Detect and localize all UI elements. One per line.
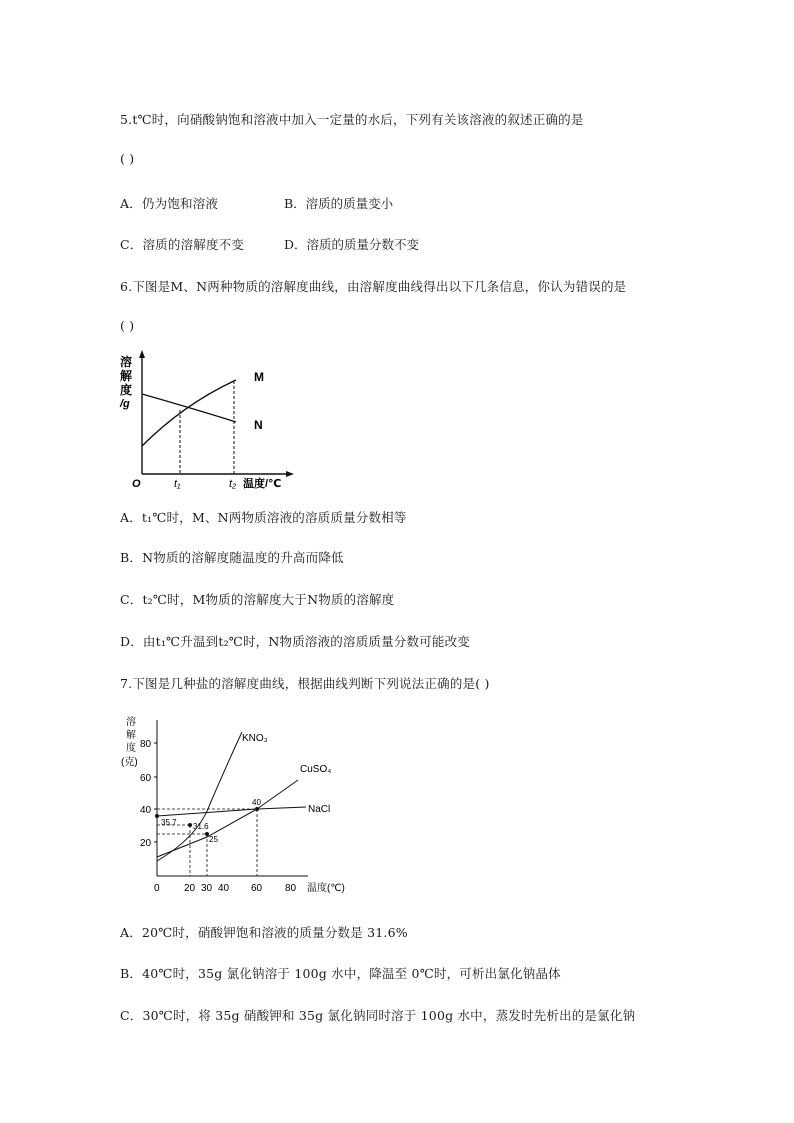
q7-point-label-25: 25 — [209, 835, 218, 844]
q7-point-40 — [255, 807, 259, 811]
q6-option-b: B．N物质的溶解度随温度的升高而降低 — [120, 550, 344, 565]
q6-option-c: C．t₂℃时，M物质的溶解度大于N物质的溶解度 — [120, 592, 395, 607]
q6-ylabel-2: 解 — [120, 369, 133, 383]
q7-ytick-label-80: 80 — [140, 739, 152, 750]
q7-xtick-label-0: 0 — [154, 883, 160, 894]
q6-label-n: N — [254, 418, 263, 432]
q7-xtick-label-20: 20 — [184, 883, 196, 894]
q7-point-label-357: 35.7 — [161, 818, 177, 827]
q6-option-a: A．t₁℃时，M、N两物质溶液的溶质质量分数相等 — [120, 510, 407, 525]
q7-ytick-label-20: 20 — [140, 838, 152, 849]
q7-option-b: B．40℃时，35g 氯化钠溶于 100g 水中，降温至 0℃时，可析出氯化钠晶体 — [120, 966, 561, 981]
q6-label-m: M — [254, 370, 264, 384]
q6-x-axis-arrow — [286, 471, 294, 477]
q7-curve-cuso4 — [157, 780, 298, 857]
q7-option-c: C．30℃时，将 35g 硝酸钾和 35g 氯化钠同时溶于 100g 水中，蒸发时先析出的是氯化钠 — [120, 1008, 636, 1023]
q6-t1-label: t₁ — [174, 478, 181, 490]
q6-answer-paren: ( ) — [120, 318, 135, 333]
q7-point-label-40: 40 — [252, 798, 261, 807]
q7-option-a: A．20℃时，硝酸钾饱和溶液的质量分数是 31.6% — [120, 925, 408, 940]
q7-point-357 — [155, 814, 159, 818]
q7-ytick-label-60: 60 — [140, 773, 152, 784]
q6-stem: 6.下图是M、N两种物质的溶解度曲线，由溶解度曲线得出以下几条信息，你认为错误的是 — [120, 279, 627, 294]
q5-option-c: C．溶质的溶解度不变 — [120, 237, 245, 252]
q7-ylabel-1: 溶 — [126, 717, 136, 728]
q6-y-axis-arrow — [139, 350, 145, 358]
q6-curve-m — [142, 380, 236, 446]
q5-option-d: D．溶质的质量分数不变 — [284, 237, 420, 252]
q7-curve-nacl — [157, 807, 306, 816]
q6-ylabel-1: 溶 — [120, 355, 133, 369]
q7-ylabel-2: 解 — [126, 730, 136, 741]
q7-ylabel-3: 度 — [126, 743, 136, 754]
q5-option-a: A．仍为饱和溶液 — [120, 196, 219, 211]
q6-solubility-figure — [118, 350, 298, 490]
q6-origin-label: O — [132, 478, 141, 490]
q7-point-316 — [188, 823, 192, 827]
q6-option-d: D．由t₁℃升温到t₂℃时，N物质溶液的溶质质量分数可能改变 — [120, 634, 470, 649]
q6-ylabel-3: 度 — [120, 383, 133, 397]
q6-xlabel: 温度/℃ — [243, 478, 282, 490]
q7-label-nacl: NaCl — [308, 804, 331, 815]
q5-option-b: B．溶质的质量变小 — [284, 196, 394, 211]
q7-xtick-label-40: 40 — [218, 883, 230, 894]
q7-ytick-label-40: 40 — [140, 805, 152, 816]
q7-xtick-label-30: 30 — [201, 883, 213, 894]
q7-label-kno3: KNO₃ — [242, 733, 268, 744]
q7-solubility-figure — [118, 712, 358, 898]
q7-xtick-label-80: 80 — [285, 883, 297, 894]
q5-stem: 5.t℃时，向硝酸钠饱和溶液中加入一定量的水后，下列有关该溶液的叙述正确的是 — [120, 112, 584, 127]
q6-ylabel-4: /g — [120, 398, 130, 410]
q7-stem: 7.下图是几种盐的溶解度曲线，根据曲线判断下列说法正确的是( ) — [120, 676, 490, 691]
q6-t2-label: t₂ — [229, 478, 237, 490]
q7-point-label-316: 31.6 — [193, 822, 209, 831]
q7-xtick-label-60: 60 — [251, 883, 263, 894]
q7-curve-kno3 — [157, 732, 242, 861]
q6-curve-n — [142, 394, 236, 422]
q7-xlabel: 温度(℃) — [307, 883, 345, 894]
q7-ylabel-4: (克) — [121, 757, 138, 768]
q7-label-cuso4: CuSO₄ — [300, 764, 332, 775]
q5-answer-paren: ( ) — [120, 151, 135, 166]
